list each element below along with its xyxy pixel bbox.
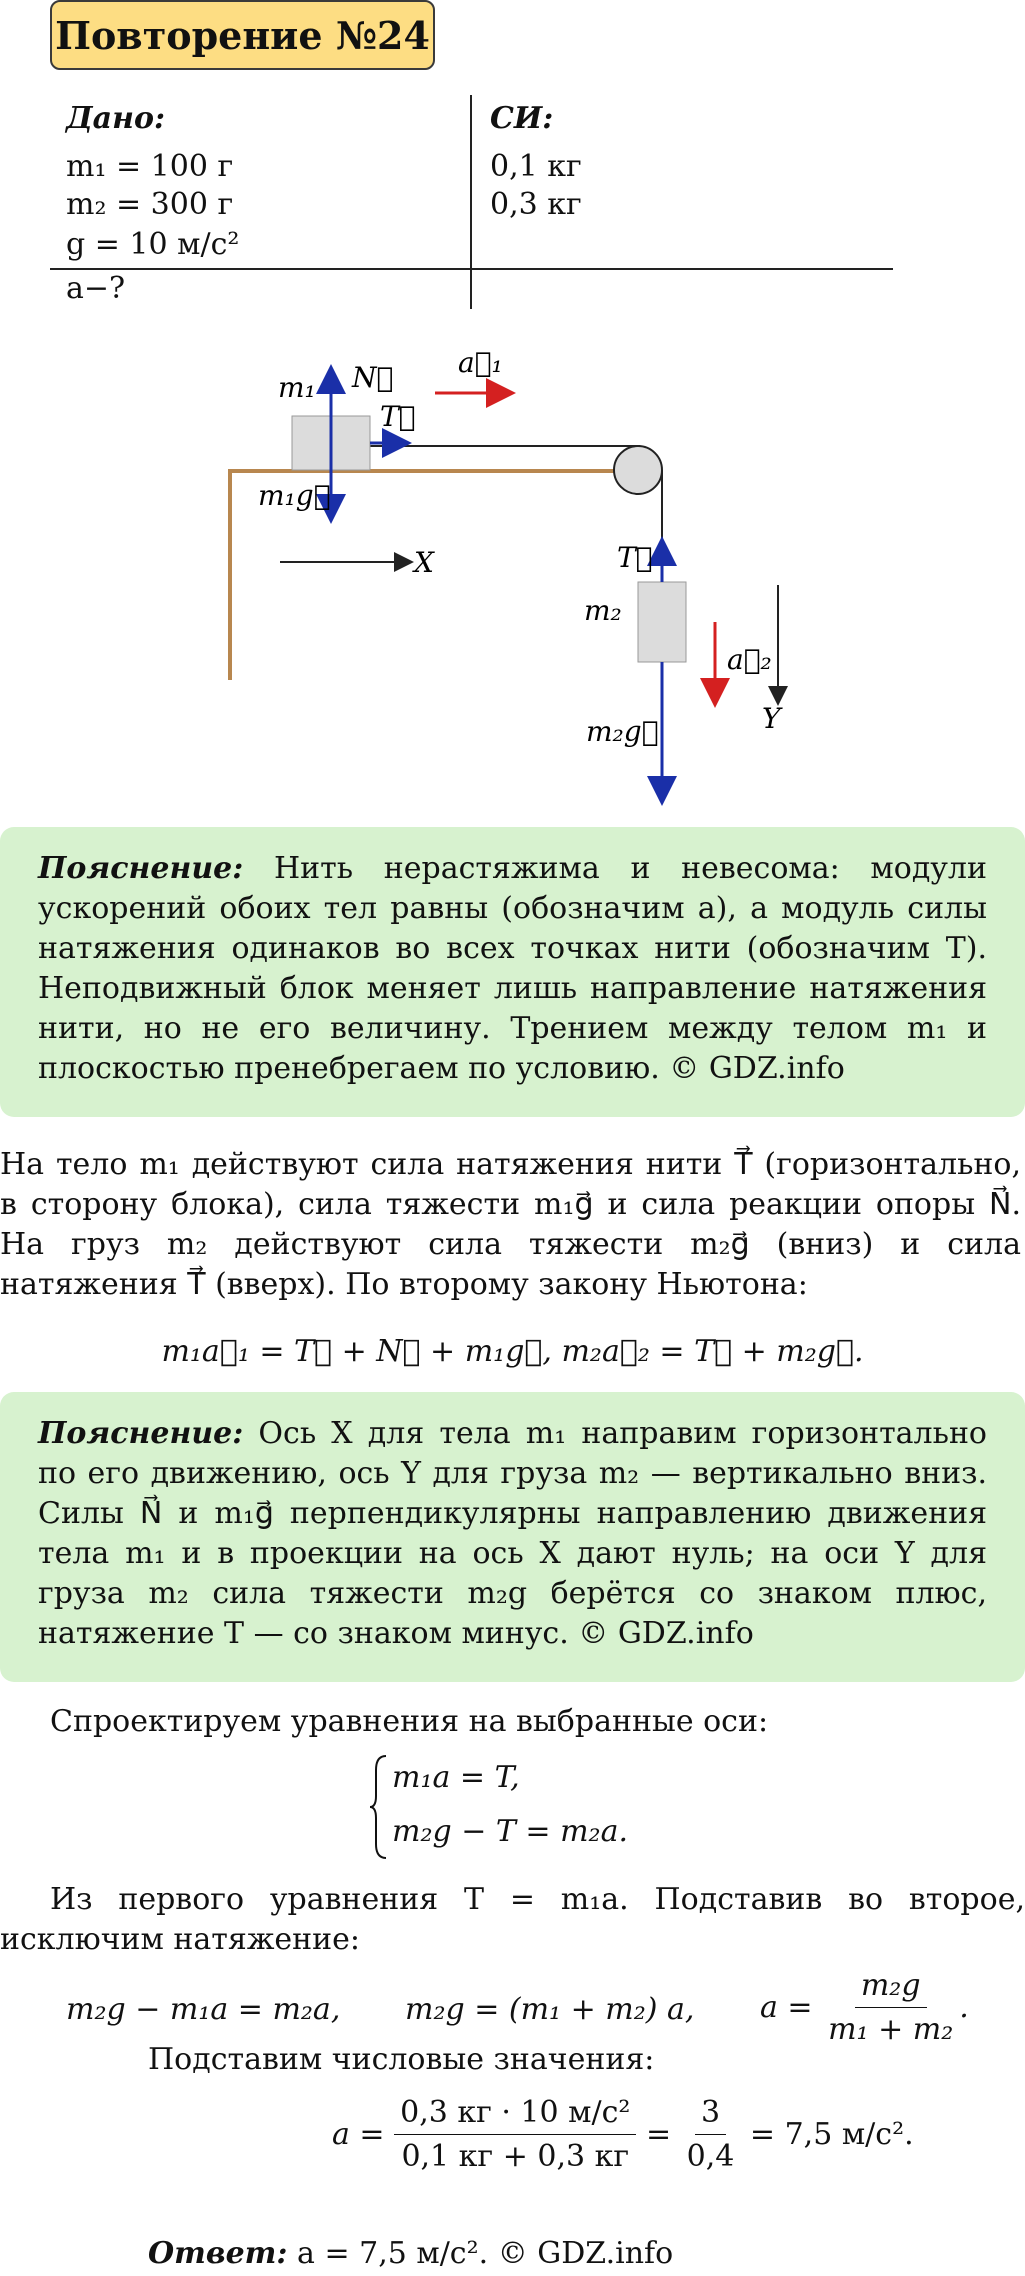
- numeric-fraction-1-den: 0,1 кг + 0,3 кг: [401, 2139, 630, 2174]
- pulley: [614, 446, 662, 494]
- numeric-fraction-2-den: 0,4: [686, 2139, 735, 2174]
- block-m2: [638, 582, 686, 662]
- note1-lead: Пояснение:: [38, 851, 244, 886]
- si-m1: 0,1 кг: [490, 149, 582, 184]
- numeric-result: = 7,5 м/с².: [749, 2117, 914, 2152]
- note2-lead: Пояснение:: [38, 1416, 244, 1451]
- explanation-note-2: [0, 1392, 1025, 1682]
- derive-part-3: [760, 1968, 969, 2047]
- label-a2: a⃗₂: [727, 643, 772, 676]
- given-horizontal-divider: [50, 268, 893, 270]
- physics-diagram: [0, 330, 1025, 820]
- explanation-note-1: [0, 827, 1025, 1117]
- newton-equations: m₁a⃗₁ = T⃗ + N⃗ + m₁g⃗, m₂a⃗₂ = T⃗ + m₂g⃗.: [161, 1334, 864, 1369]
- given-m2: m₂ = 300 г: [66, 187, 234, 222]
- derive-part3-end: .: [959, 1990, 969, 2025]
- forces-paragraph: На тело m₁ действуют сила натяжения нити T⃗ (горизонтально, в сторону блока), сила тяжести m₁g⃗ и сила реакции опоры N⃗. На груз m₂ действуют сила тяжести m₂g⃗ (вниз) и сила натяжения T⃗ (вверх). По второму закону Ньютона:: [0, 1147, 1021, 1302]
- label-m1g: m₁g⃗: [258, 479, 331, 512]
- si-m2: 0,3 кг: [490, 187, 582, 222]
- derive-part-1: m₂g − m₁a = m₂a,: [66, 1992, 341, 2027]
- numeric-paragraph: Подставим числовые значения:: [148, 2042, 655, 2077]
- numeric-fraction-2-num: 3: [695, 2095, 726, 2135]
- numeric-fraction-1: [394, 2095, 636, 2174]
- page-title: Повторение №24: [50, 0, 435, 70]
- equation-system: [368, 1752, 668, 1862]
- label-T1: T⃗: [380, 400, 416, 433]
- label-a1: a⃗₁: [458, 346, 503, 379]
- numeric-eq-sign: =: [645, 2117, 672, 2152]
- answer-lead: Ответ:: [148, 2236, 288, 2271]
- substitution-paragraph: Из первого уравнения T = m₁a. Подставив во второе, исключим натяжение:: [0, 1882, 1025, 1957]
- derive-part-2: m₂g = (m₁ + m₂) a,: [405, 1992, 695, 2027]
- given-vertical-divider: [470, 95, 472, 309]
- given-m1: m₁ = 100 г: [66, 149, 234, 184]
- derive-part3-lhs: a =: [760, 1990, 813, 2025]
- numeric-fraction-2: [681, 2095, 741, 2174]
- si-header: СИ:: [490, 101, 554, 136]
- label-m2g: m₂g⃗: [586, 715, 659, 748]
- derive-fraction: [822, 1968, 959, 2047]
- answer-text: a = 7,5 м/с². © GDZ.info: [287, 2236, 674, 2271]
- label-T2: T⃗: [617, 541, 653, 574]
- label-X: X: [414, 546, 434, 579]
- system-brace: [368, 1752, 390, 1862]
- label-m2: m₂: [584, 594, 622, 627]
- derive-fraction-den: m₁ + m₂: [828, 2012, 954, 2047]
- projection-paragraph: Спроектируем уравнения на выбранные оси:: [50, 1704, 769, 1739]
- given-g: g = 10 м/с²: [66, 227, 240, 262]
- label-m1: m₁: [278, 371, 316, 404]
- numeric-lhs: a =: [332, 2117, 385, 2152]
- label-Y: Y: [762, 702, 781, 735]
- system-line-1: m₁a = T,: [392, 1760, 520, 1795]
- numeric-fraction-1-num: 0,3 кг · 10 м/с²: [394, 2095, 636, 2135]
- numeric-equation: [332, 2095, 914, 2174]
- given-find: a−?: [66, 271, 126, 306]
- derive-fraction-num: m₂g: [855, 1968, 927, 2008]
- answer-line: [148, 2236, 673, 2271]
- note2-text: Ось X для тела m₁ направим горизонтально по его движению, ось Y для груза m₂ — вертикально вниз. Силы N⃗ и m₁g⃗ перпендикулярны направлению движения тела m₁ и в проекции на ось X дают нуль; на оси Y для груза m₂ сила тяжести m₂g берётся со знаком плюс, натяжение T — со знаком минус. © GDZ.info: [38, 1416, 987, 1651]
- label-N: N⃗: [352, 361, 394, 394]
- given-header: Дано:: [66, 101, 166, 136]
- system-line-2: m₂g − T = m₂a.: [392, 1814, 629, 1849]
- note1-text: Нить нерастяжима и невесома: модули ускорений обоих тел равны (обозначим a), а модуль силы натяжения одинаков во всех точках нити (обозначим T). Неподвижный блок меняет лишь направление натяжения нити, но не его величину. Трением между телом m₁ и плоскостью пренебрегаем по условию. © GDZ.info: [38, 851, 987, 1086]
